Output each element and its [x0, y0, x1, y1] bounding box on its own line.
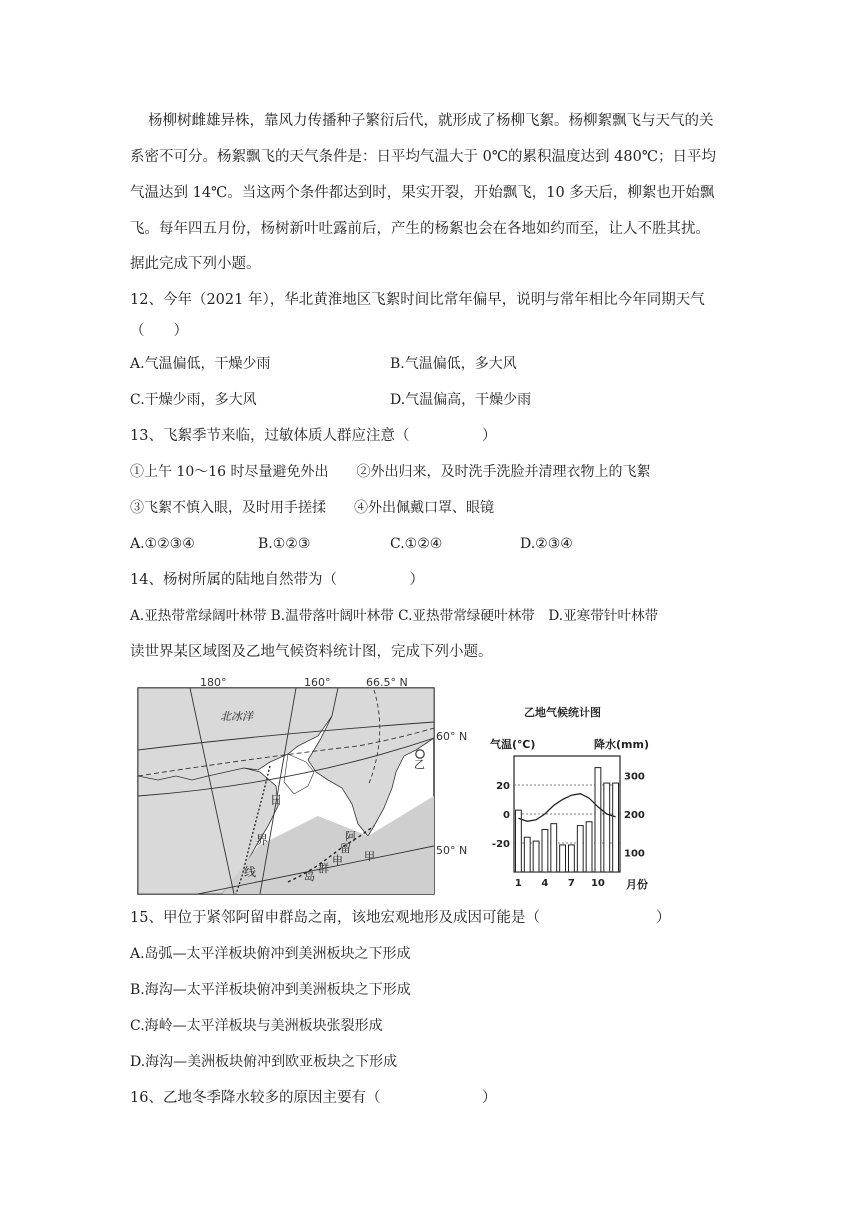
q12-option-a: A.气温偏低，干燥少雨 [130, 356, 271, 372]
q12-option-d: D.气温偏高，干燥少雨 [390, 392, 532, 408]
lon-label-160: 160° [304, 676, 331, 689]
passage-line-1: 杨柳树雌雄异株，靠风力传播种子繁衍后代，就形成了杨柳飞絮。杨柳絮飘飞与天气的关 [148, 113, 714, 129]
chart-ylabel-right: 降水(mm) [594, 738, 649, 751]
chart-left-tick-label: 20 [496, 781, 510, 792]
islands-char-3: 申 [332, 854, 343, 867]
lat-label-50: 50° N [436, 844, 468, 857]
intro-2: 读世界某区域图及乙地气候资料统计图，完成下列小题。 [130, 644, 493, 660]
q14-options: A.亚热带常绿阔叶林带 B.温带落叶阔叶林带 C.亚热带常绿硬叶林带 D.亚寒带针叶林带 [130, 608, 659, 624]
precip-bar [560, 845, 566, 872]
dateline-char-3: 线 [244, 865, 257, 879]
passage-line-5: 据此完成下列小题。 [130, 256, 261, 272]
climate-chart [490, 700, 670, 890]
precip-bar [569, 845, 575, 872]
precip-bar [533, 841, 539, 872]
q13-option-b: B.①②③ [258, 536, 311, 552]
chart-title: 乙地气候统计图 [524, 706, 601, 719]
precip-bar [604, 783, 610, 872]
point-jia-label: 甲 [364, 850, 375, 863]
chart-right-tick-label: 100 [624, 848, 645, 860]
q12-stem-paren: （ ） [130, 323, 188, 339]
q13-option-c: C.①②④ [390, 536, 443, 552]
chart-left-tick-label: 0 [503, 810, 510, 821]
q13-option-a: A.①②③④ [130, 536, 195, 552]
q16-stem: 16、乙地冬季降水较多的原因主要有（ ） [130, 1090, 497, 1106]
chart-right-tick-label: 200 [624, 810, 645, 821]
precip-bar [551, 824, 557, 872]
chart-right-tick-label: 300 [624, 771, 645, 783]
chart-x-tick-label: 4 [541, 878, 549, 889]
chart-x-tick-label: 7 [567, 878, 575, 889]
lon-label-180: 180° [200, 676, 227, 689]
q15-stem: 15、甲位于紧邻阿留申群岛之南，该地宏观地形及成因可能是（ ） [130, 910, 671, 926]
q15-option-c: C.海岭—太平洋板块与美洲板块张裂形成 [130, 1018, 383, 1034]
q13-items-line-2: ③飞絮不慎入眼，及时用手搓揉 ④外出佩戴口罩、眼镜 [130, 500, 494, 516]
point-yi-label: 乙 [414, 758, 425, 771]
chart-xlabel: 月份 [626, 878, 648, 891]
lon-label-arctic: 66.5° N [366, 676, 408, 689]
lat-label-60: 60° N [436, 730, 468, 743]
precip-bar [577, 826, 583, 872]
islands-char-5: 岛 [304, 870, 315, 883]
islands-char-1: 阿 [345, 830, 356, 843]
chart-x-tick-label: 1 [514, 878, 522, 889]
q12-option-b: B.气温偏低，多大风 [390, 356, 517, 372]
q15-option-a: A.岛弧—太平洋板块俯冲到美洲板块之下形成 [130, 946, 411, 962]
precip-bar [524, 837, 530, 872]
precip-bar [542, 829, 548, 872]
chart-left-tick-label: -20 [491, 839, 510, 850]
chart-x-tick-label: 10 [590, 878, 605, 889]
precip-bar [586, 822, 592, 872]
q13-option-d: D.②③④ [520, 536, 573, 552]
precip-bar [613, 783, 619, 872]
islands-char-4: 群 [318, 862, 329, 875]
region-map [138, 676, 468, 898]
passage-line-4: 飞。每年四五月份，杨树新叶吐露前后，产生的杨絮也会在各地如约而至，让人不胜其扰。 [130, 221, 710, 237]
precip-bar [595, 768, 601, 872]
point-yi-marker [416, 750, 424, 758]
dateline-char-1: 日 [270, 793, 283, 807]
ocean-label: 北冰洋 [220, 710, 253, 723]
q13-items-line-1: ①上午 10～16 时尽量避免外出 ②外出归来，及时洗手洗脸并清理衣物上的飞絮 [130, 464, 651, 480]
dateline-char-2: 界 [256, 833, 269, 847]
q12-option-c: C.干燥少雨，多大风 [130, 392, 257, 408]
passage-line-3: 气温达到 14℃。当这两个条件都达到时，果实开裂，开始飘飞，10 多天后，柳絮也开始飘 [130, 185, 715, 201]
passage-line-2: 系密不可分。杨絮飘飞的天气条件是：日平均气温大于 0℃的累积温度达到 480℃；日平均 [130, 149, 717, 165]
islands-char-2: 留 [340, 842, 351, 855]
q14-stem: 14、杨树所属的陆地自然带为（ ） [130, 572, 424, 588]
q15-option-b: B.海沟—太平洋板块俯冲到美洲板块之下形成 [130, 982, 411, 998]
q13-stem: 13、飞絮季节来临，过敏体质人群应注意（ ） [130, 428, 497, 444]
chart-ylabel-left: 气温(℃) [490, 738, 536, 751]
q12-stem: 12、今年（2021 年），华北黄淮地区飞絮时间比常年偏早，说明与常年相比今年同期天气 [130, 292, 705, 308]
q15-option-d: D.海沟—美洲板块俯冲到欧亚板块之下形成 [130, 1054, 398, 1070]
